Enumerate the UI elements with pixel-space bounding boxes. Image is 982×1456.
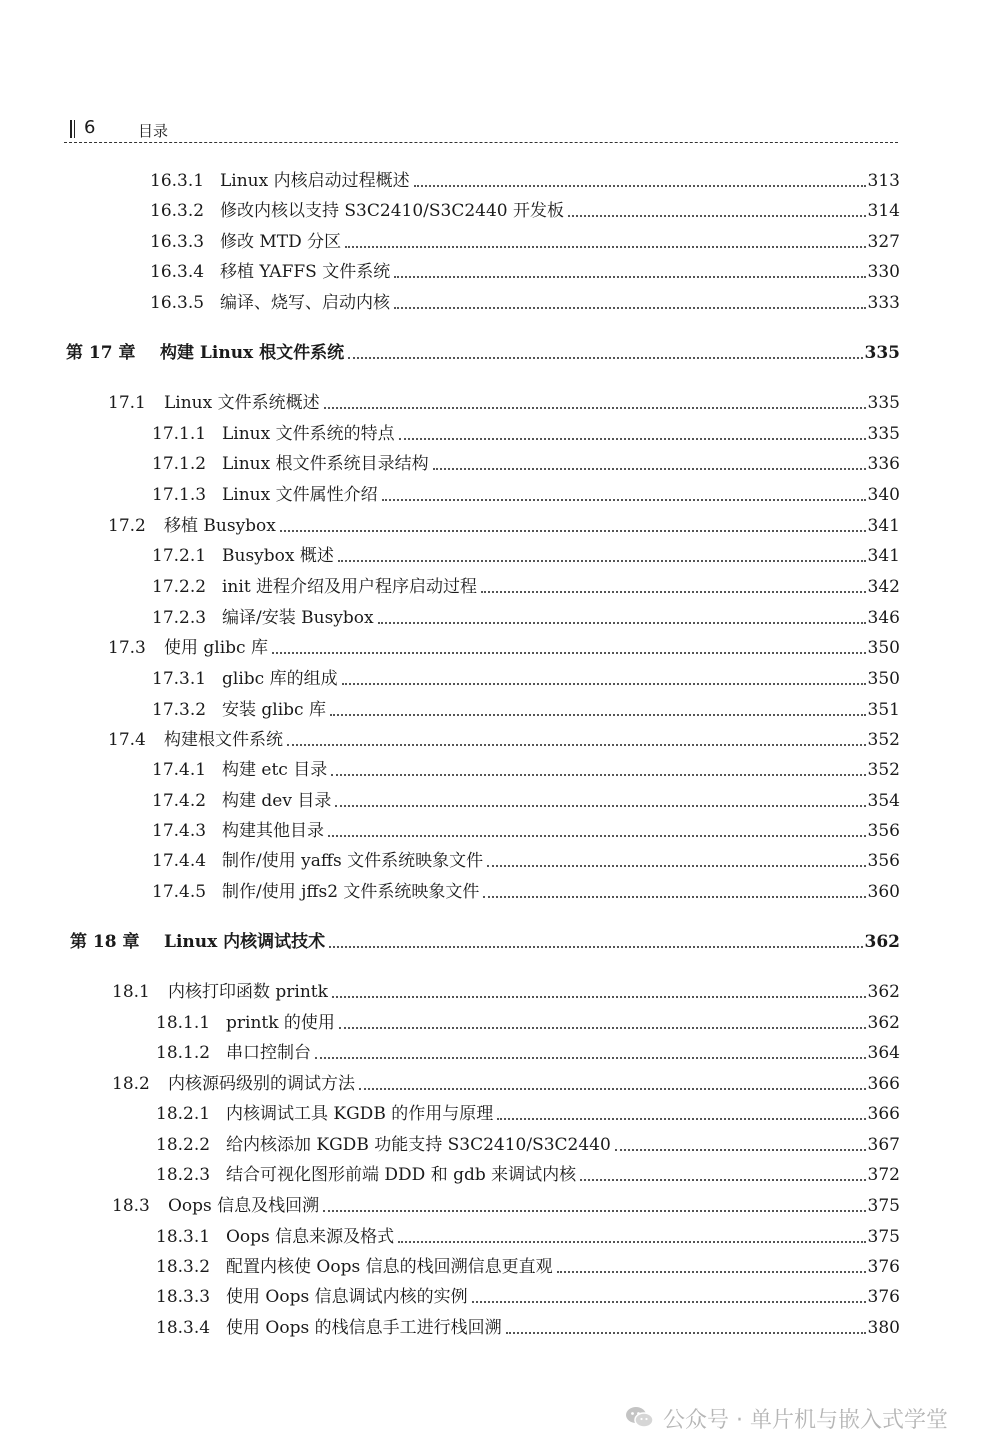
- toc-section: [108, 635, 900, 661]
- dot-leader: [378, 616, 866, 624]
- entry-page: 350: [867, 669, 900, 689]
- entry-page: 367: [867, 1135, 900, 1155]
- entry-page: 351: [867, 700, 900, 720]
- entry-number: 18.3.3: [156, 1287, 211, 1307]
- entry-page: 362: [867, 1013, 900, 1033]
- dot-leader: [345, 240, 865, 248]
- entry-page: 342: [867, 577, 900, 597]
- entry-title: 内核打印函数 printk: [168, 982, 328, 1002]
- entry-title: 使用 glibc 库: [164, 638, 268, 658]
- entry-title: init 进程介绍及用户程序启动过程: [222, 577, 478, 597]
- entry-title: Linux 文件属性介绍: [222, 485, 378, 505]
- dot-leader: [394, 301, 866, 309]
- entry-number: 17.4: [108, 730, 146, 750]
- dot-leader: [342, 677, 866, 685]
- entry-page: 364: [867, 1043, 900, 1063]
- dot-leader: [338, 554, 866, 562]
- dot-leader: [329, 940, 862, 948]
- entry-title: 安装 glibc 库: [222, 700, 326, 720]
- dot-leader: [580, 1173, 865, 1181]
- watermark: [625, 1404, 948, 1432]
- entry-number: 18.2.1: [156, 1104, 211, 1124]
- entry-title: 构建 dev 目录: [222, 791, 332, 811]
- entry-page: 335: [867, 393, 900, 413]
- entry-page: 366: [867, 1104, 900, 1124]
- entry-number: 第 18 章: [70, 932, 140, 952]
- entry-page: 313: [867, 171, 900, 191]
- entry-number: 16.3.5: [150, 293, 205, 313]
- entry-number: 17.1: [108, 393, 146, 413]
- entry-number: 18.3: [112, 1196, 150, 1216]
- toc-subsection: [152, 605, 900, 631]
- entry-number: 17.3: [108, 638, 146, 658]
- entry-page: 335: [864, 343, 900, 363]
- entry-number: 16.3.3: [150, 232, 205, 252]
- entry-title: Linux 内核调试技术: [164, 932, 326, 952]
- toc-chapter: [70, 929, 900, 955]
- header-rule-thick: [70, 120, 72, 138]
- dot-leader: [324, 401, 866, 409]
- entry-title: glibc 库的组成: [222, 669, 338, 689]
- entry-number: 17.4.4: [152, 851, 207, 871]
- entry-page: 380: [867, 1318, 900, 1338]
- toc-subsection: [152, 848, 900, 874]
- entry-page: 376: [867, 1257, 900, 1277]
- entry-page: 372: [867, 1165, 900, 1185]
- toc-subsection: [150, 259, 900, 285]
- entry-page: 350: [867, 638, 900, 658]
- entry-page: 335: [867, 424, 900, 444]
- entry-title: 给内核添加 KGDB 功能支持 S3C2410/S3C2440: [226, 1135, 611, 1155]
- dot-leader: [433, 462, 866, 470]
- toc-subsection: [156, 1132, 900, 1158]
- entry-title: Linux 内核启动过程概述: [220, 171, 410, 191]
- entry-title: Oops 信息来源及格式: [226, 1227, 395, 1247]
- entry-page: 333: [867, 293, 900, 313]
- toc-subsection: [156, 1315, 900, 1341]
- entry-number: 18.2.2: [156, 1135, 211, 1155]
- dot-leader: [339, 1021, 866, 1029]
- dot-leader: [348, 351, 862, 359]
- entry-page: 352: [867, 760, 900, 780]
- entry-title: Busybox 概述: [222, 546, 334, 566]
- entry-number: 17.4.3: [152, 821, 207, 841]
- toc-section: [112, 1193, 900, 1219]
- entry-title: 制作/使用 jffs2 文件系统映象文件: [222, 882, 480, 902]
- entry-title: Oops 信息及栈回溯: [168, 1196, 320, 1216]
- entry-page: 352: [867, 730, 900, 750]
- dot-leader: [398, 1235, 865, 1243]
- entry-title: Linux 文件系统概述: [164, 393, 320, 413]
- entry-number: 17.4.1: [152, 760, 207, 780]
- dot-leader: [497, 1112, 865, 1120]
- wechat-icon: [625, 1405, 655, 1431]
- toc-subsection: [152, 788, 900, 814]
- dot-leader: [330, 708, 866, 716]
- entry-title: 移植 Busybox: [164, 516, 276, 536]
- entry-title: 使用 Oops 的栈信息手工进行栈回溯: [226, 1318, 502, 1338]
- dot-leader: [557, 1265, 866, 1273]
- entry-number: 16.3.1: [150, 171, 205, 191]
- entry-page: 360: [867, 882, 900, 902]
- entry-page: 362: [864, 932, 900, 952]
- entry-page: 375: [867, 1227, 900, 1247]
- entry-page: 356: [867, 821, 900, 841]
- entry-title: 内核调试工具 KGDB 的作用与原理: [226, 1104, 494, 1124]
- entry-page: 362: [867, 982, 900, 1002]
- entry-title: printk 的使用: [226, 1013, 335, 1033]
- entry-number: 17.4.5: [152, 882, 207, 902]
- entry-title: 制作/使用 yaffs 文件系统映象文件: [222, 851, 484, 871]
- toc-subsection: [152, 543, 900, 569]
- toc-subsection: [152, 574, 900, 600]
- toc-section: [112, 979, 900, 1005]
- toc-subsection: [152, 666, 900, 692]
- entry-page: 341: [867, 516, 900, 536]
- entry-number: 18.2: [112, 1074, 150, 1094]
- toc-chapter: [66, 340, 900, 366]
- entry-number: 17.3.2: [152, 700, 207, 720]
- entry-title: 编译、烧写、启动内核: [220, 293, 390, 313]
- toc-section: [108, 390, 900, 416]
- entry-page: 341: [867, 546, 900, 566]
- dot-leader: [414, 179, 866, 187]
- entry-number: 17.3.1: [152, 669, 207, 689]
- entry-number: 18.1.2: [156, 1043, 211, 1063]
- watermark-text: 公众号 · 单片机与嵌入式学堂: [663, 1407, 948, 1433]
- entry-page: 327: [867, 232, 900, 252]
- dot-leader: [315, 1051, 866, 1059]
- entry-page: 354: [867, 791, 900, 811]
- toc-section: [108, 727, 900, 753]
- entry-number: 17.2.2: [152, 577, 207, 597]
- entry-number: 17.1.1: [152, 424, 207, 444]
- dot-leader: [472, 1295, 866, 1303]
- entry-title: 配置内核使 Oops 信息的栈回溯信息更直观: [226, 1257, 553, 1277]
- entry-number: 18.2.3: [156, 1165, 211, 1185]
- header-title: 目录: [138, 122, 169, 140]
- entry-title: 构建其他目录: [222, 821, 324, 841]
- entry-title: 编译/安装 Busybox: [222, 608, 374, 628]
- page-number: 6: [84, 117, 96, 138]
- toc-subsection: [156, 1101, 900, 1127]
- entry-title: 构建根文件系统: [164, 730, 283, 750]
- entry-title: 修改内核以支持 S3C2410/S3C2440 开发板: [220, 201, 565, 221]
- toc-subsection: [156, 1010, 900, 1036]
- dot-leader: [506, 1326, 866, 1334]
- entry-title: Linux 根文件系统目录结构: [222, 454, 429, 474]
- toc-subsection: [150, 290, 900, 316]
- toc-section: [108, 513, 900, 539]
- entry-page: 346: [867, 608, 900, 628]
- entry-title: 移植 YAFFS 文件系统: [220, 262, 391, 282]
- entry-number: 17.2: [108, 516, 146, 536]
- dot-leader: [399, 432, 866, 440]
- entry-page: 330: [867, 262, 900, 282]
- entry-page: 336: [867, 454, 900, 474]
- entry-number: 18.1: [112, 982, 150, 1002]
- entry-number: 16.3.2: [150, 201, 205, 221]
- toc-subsection: [156, 1224, 900, 1250]
- entry-number: 17.2.3: [152, 608, 207, 628]
- entry-page: 340: [867, 485, 900, 505]
- entry-page: 375: [867, 1196, 900, 1216]
- entry-number: 第 17 章: [66, 343, 136, 363]
- dot-leader: [615, 1143, 866, 1151]
- entry-page: 356: [867, 851, 900, 871]
- dot-leader: [359, 1082, 866, 1090]
- entry-number: 17.4.2: [152, 791, 207, 811]
- entry-page: 376: [867, 1287, 900, 1307]
- dot-leader: [323, 1204, 865, 1212]
- dot-leader: [328, 829, 866, 837]
- dot-leader: [280, 524, 866, 532]
- entry-title: Linux 文件系统的特点: [222, 424, 395, 444]
- entry-number: 18.3.1: [156, 1227, 211, 1247]
- entry-title: 串口控制台: [226, 1043, 311, 1063]
- toc-subsection: [150, 198, 900, 224]
- entry-title: 内核源码级别的调试方法: [168, 1074, 355, 1094]
- toc-section: [112, 1071, 900, 1097]
- entry-page: 366: [867, 1074, 900, 1094]
- dot-leader: [382, 493, 866, 501]
- header-rule-thin: [74, 120, 75, 138]
- entry-number: 18.3.2: [156, 1257, 211, 1277]
- toc-subsection: [150, 168, 900, 194]
- toc-subsection: [152, 818, 900, 844]
- entry-number: 17.1.2: [152, 454, 207, 474]
- dot-leader: [272, 646, 866, 654]
- entry-number: 16.3.4: [150, 262, 205, 282]
- dot-leader: [483, 890, 865, 898]
- entry-number: 18.1.1: [156, 1013, 211, 1033]
- dot-leader: [481, 585, 865, 593]
- toc-subsection: [152, 451, 900, 477]
- entry-number: 18.3.4: [156, 1318, 211, 1338]
- entry-title: 构建 etc 目录: [222, 760, 328, 780]
- page-header: [64, 118, 898, 143]
- dot-leader: [335, 799, 865, 807]
- entry-title: 修改 MTD 分区: [220, 232, 342, 252]
- toc-subsection: [156, 1284, 900, 1310]
- toc-subsection: [156, 1162, 900, 1188]
- toc-subsection: [152, 482, 900, 508]
- entry-title: 使用 Oops 信息调试内核的实例: [226, 1287, 468, 1307]
- toc-subsection: [152, 757, 900, 783]
- toc-subsection: [150, 229, 900, 255]
- entry-page: 314: [867, 201, 900, 221]
- entry-number: 17.1.3: [152, 485, 207, 505]
- dot-leader: [568, 209, 866, 217]
- dot-leader: [287, 738, 866, 746]
- toc-subsection: [156, 1254, 900, 1280]
- toc-subsection: [152, 421, 900, 447]
- entry-title: 结合可视化图形前端 DDD 和 gdb 来调试内核: [226, 1165, 577, 1185]
- dot-leader: [394, 270, 865, 278]
- entry-title: 构建 Linux 根文件系统: [160, 343, 345, 363]
- toc-subsection: [156, 1040, 900, 1066]
- toc-subsection: [152, 879, 900, 905]
- dot-leader: [332, 990, 866, 998]
- dot-leader: [487, 859, 865, 867]
- entry-number: 17.2.1: [152, 546, 207, 566]
- toc-subsection: [152, 697, 900, 723]
- dot-leader: [331, 768, 865, 776]
